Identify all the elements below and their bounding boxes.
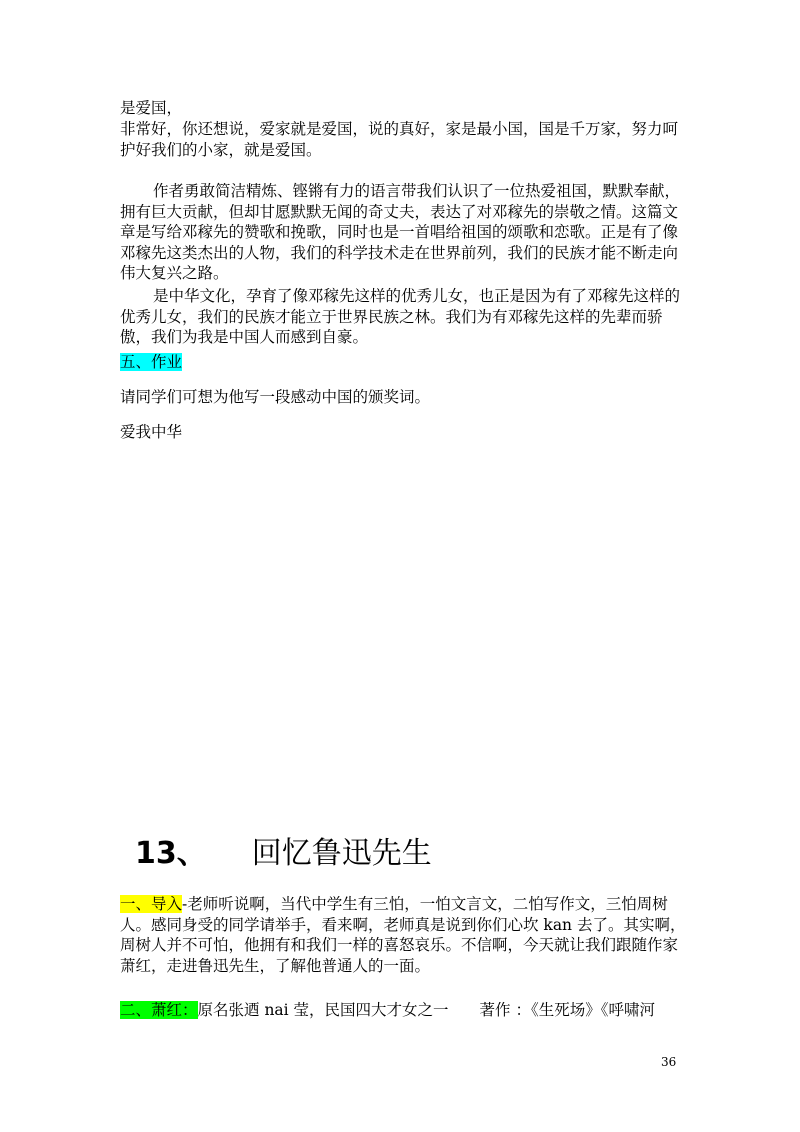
author-label: 二、萧红： — [120, 1001, 198, 1019]
text-line: 是爱国， — [120, 99, 183, 117]
intro-paragraph — [120, 894, 690, 976]
author-text: 原名张迺 nai 莹，民国四大才女之一 著作 ：《生死场》《呼啸河 — [197, 1001, 655, 1019]
intro-text: -老师听说啊，当代中学生有三怕，一怕文言文，二怕写作文，三怕周树人。感同身受的同学请举手，看来啊，老师真是说到你们心坎 kan 去了。其实啊，周树人并不可怕，他拥有和我们一样的喜怒哀乐。不信啊，今天就让我们跟随作家萧红，走进鲁迅先生，了解他普通人的一面。 — [120, 895, 686, 975]
section-heading-homework — [120, 352, 690, 373]
homework-text: 请同学们可想为他写一段感动中国的颁奖词。 — [120, 388, 431, 406]
author-paragraph — [120, 1000, 690, 1021]
section-label: 五、作业 — [120, 353, 183, 371]
text-paragraph: 作者勇敢简洁精炼、铿锵有力的语言带我们认识了一位热爱祖国，默默奉献，拥有巨大贡献，但却甘愿默默无闻的奇丈夫，表达了对邓稼先的崇敬之情。这篇文章是写给邓稼先的赞歌和挽歌，同时也是一首唱给祖国的颂歌和恋歌。正是有了像邓稼先这类杰出的人物，我们的科学技术走在世界前列，我们的民族才能不断走向伟大复兴之路。 — [120, 182, 681, 282]
lesson-title: 回忆鲁迅先生 — [251, 836, 432, 871]
text-paragraph: 是中华文化，孕育了像邓稼先这样的优秀儿女，也正是因为有了邓稼先这样的优秀儿女，我们的民族才能立于世界民族之林。我们为有邓稼先这样的先辈而骄傲，我们为我是中国人而感到自豪。 — [120, 287, 681, 346]
text-paragraph: 非常好，你还想说，爱家就是爱国，说的真好，家是最小国，国是千万家，努力呵护好我们的小家，就是爱国。 — [120, 120, 679, 159]
page-number: 36 — [661, 1055, 677, 1069]
intro-label: 一、导入 — [120, 895, 183, 913]
closing-text: 爱我中华 — [120, 423, 183, 441]
lesson-heading — [135, 828, 432, 872]
lesson-number: 13、 — [135, 836, 207, 871]
